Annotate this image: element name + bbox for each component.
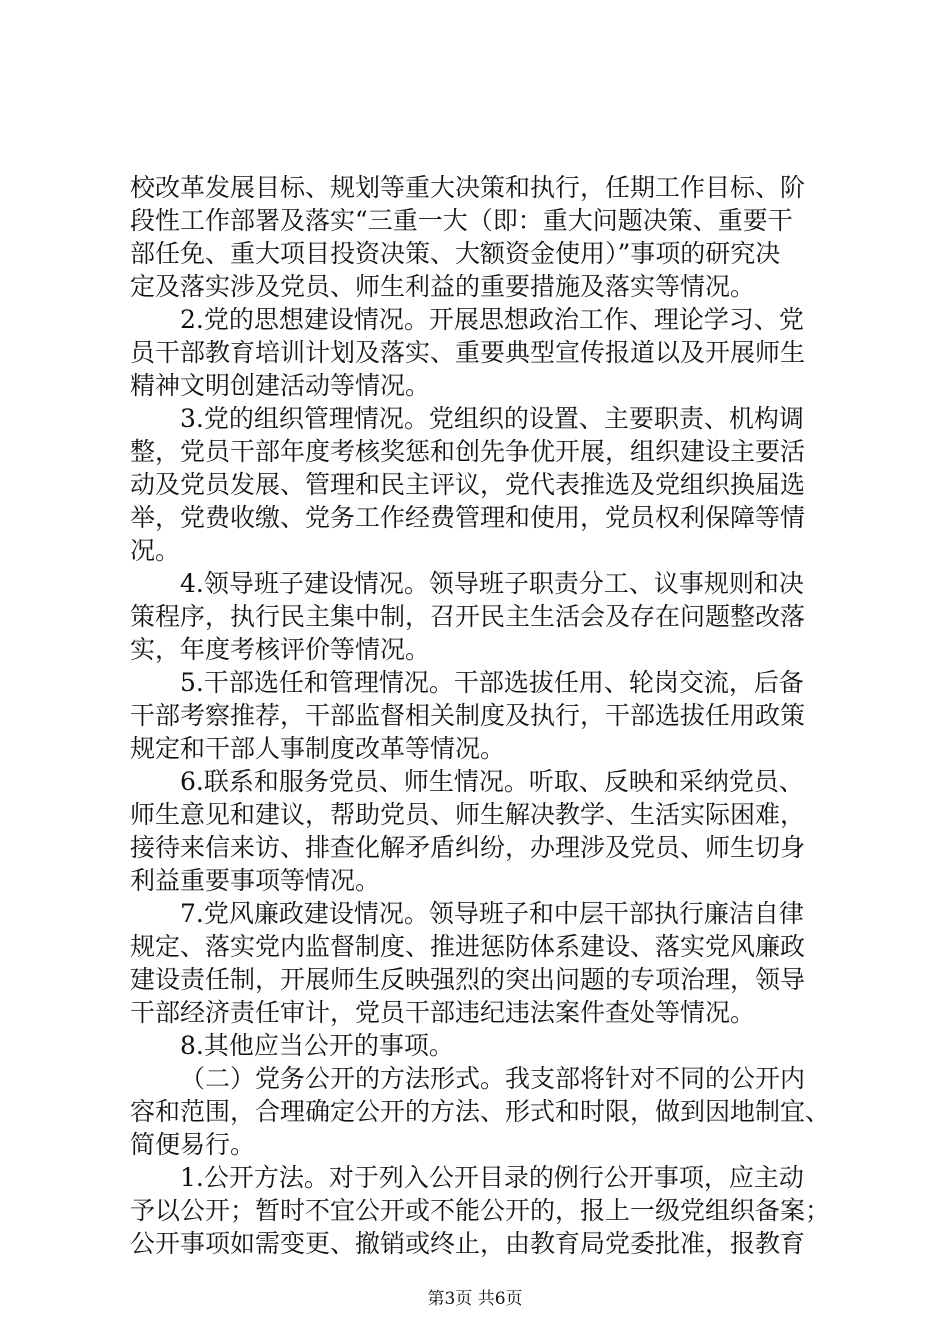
text-line: 7.党风廉政建设情况。领导班子和中层干部执行廉洁自律 bbox=[180, 899, 804, 928]
text-line: 接待来信来访、排查化解矛盾纠纷，办理涉及党员、师生切身 bbox=[130, 833, 806, 862]
text-line: 定及落实涉及党员、师生利益的重要措施及落实等情况。 bbox=[130, 272, 756, 301]
text-line: 1.公开方法。对于列入公开目录的例行公开事项，应主动 bbox=[180, 1163, 804, 1192]
text-line: 策程序，执行民主集中制，召开民主生活会及存在问题整改落 bbox=[130, 602, 806, 631]
text-line: 2.党的思想建设情况。开展思想政治工作、理论学习、党 bbox=[180, 305, 804, 334]
page-footer bbox=[0, 1288, 950, 1310]
text-line: 予以公开；暂时不宜公开或不能公开的，报上一级党组织备案； bbox=[130, 1196, 831, 1225]
text-line: 8.其他应当公开的事项。 bbox=[180, 1031, 454, 1060]
text-line: 5.干部选任和管理情况。干部选拔任用、轮岗交流，后备 bbox=[180, 668, 804, 697]
text-line: 公开事项如需变更、撤销或终止，由教育局党委批准，报教育 bbox=[130, 1229, 806, 1258]
text-line: 利益重要事项等情况。 bbox=[130, 866, 381, 895]
text-line: 建设责任制，开展师生反映强烈的突出问题的专项治理，领导 bbox=[130, 965, 806, 994]
text-line: 干部考察推荐，干部监督相关制度及执行，干部选拔任用政策 bbox=[130, 701, 806, 730]
text-line: 规定和干部人事制度改革等情况。 bbox=[130, 734, 506, 763]
text-line: 段性工作部署及落实“三重一大（即：重大问题决策、重要干 bbox=[130, 206, 793, 235]
text-line: 规定、落实党内监督制度、推进惩防体系建设、落实党风廉政 bbox=[130, 932, 806, 961]
text-line: 容和范围，合理确定公开的方法、形式和时限，做到因地制宜、 bbox=[130, 1097, 831, 1126]
text-line: 员干部教育培训计划及落实、重要典型宣传报道以及开展师生 bbox=[130, 338, 806, 367]
text-line: 校改革发展目标、规划等重大决策和执行，任期工作目标、阶 bbox=[130, 173, 806, 202]
page-number: 第3页 共6页 bbox=[427, 1289, 523, 1309]
text-line: 师生意见和建议，帮助党员、师生解决教学、生活实际困难， bbox=[130, 800, 806, 829]
text-line: 简便易行。 bbox=[130, 1130, 256, 1159]
text-line: 干部经济责任审计，党员干部违纪违法案件查处等情况。 bbox=[130, 998, 756, 1027]
text-line: 精神文明创建活动等情况。 bbox=[130, 371, 431, 400]
text-line: 举，党费收缴、党务工作经费管理和使用，党员权利保障等情 bbox=[130, 503, 806, 532]
text-line: 动及党员发展、管理和民主评议，党代表推选及党组织换届选 bbox=[130, 470, 806, 499]
text-line: 部任免、重大项目投资决策、大额资金使用）”事项的研究决 bbox=[130, 239, 781, 268]
text-line: 3.党的组织管理情况。党组织的设置、主要职责、机构调 bbox=[180, 404, 804, 433]
text-line: 6.联系和服务党员、师生情况。听取、反映和采纳党员、 bbox=[180, 767, 804, 796]
text-line: 况。 bbox=[130, 536, 181, 565]
text-line: 整，党员干部年度考核奖惩和创先争优开展，组织建设主要活 bbox=[130, 437, 806, 466]
text-line: 实，年度考核评价等情况。 bbox=[130, 635, 431, 664]
text-line: （二）党务公开的方法形式。我支部将针对不同的公开内 bbox=[180, 1064, 806, 1093]
text-line: 4.领导班子建设情况。领导班子职责分工、议事规则和决 bbox=[180, 569, 804, 598]
